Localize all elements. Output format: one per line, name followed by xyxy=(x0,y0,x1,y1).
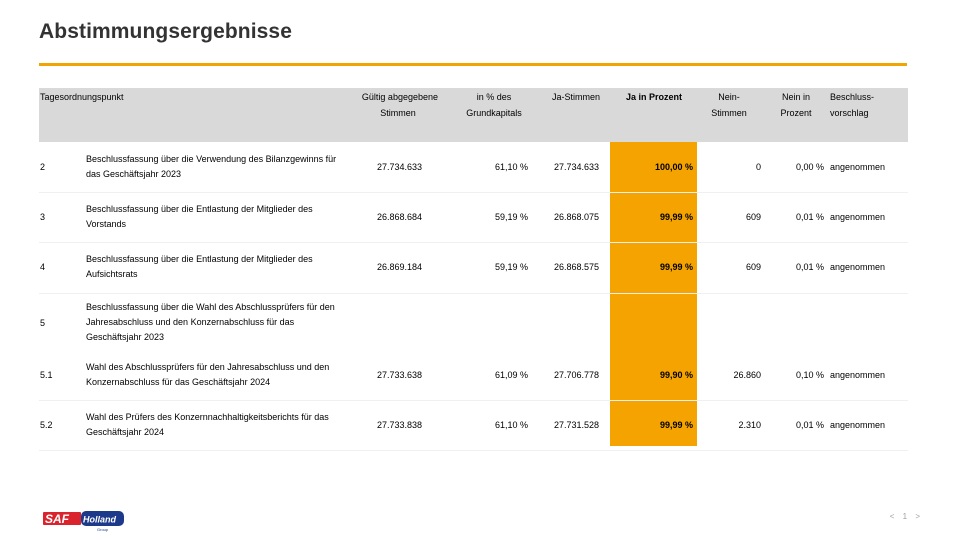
row-no-votes: 26.860 xyxy=(733,370,761,380)
row-no-votes: 609 xyxy=(745,262,761,272)
row-description: Beschlussfassung über die Verwendung des Bilanzgewinns für das Geschäftsjahr 2023 xyxy=(86,154,337,179)
row-yes-votes: 26.868.575 xyxy=(553,262,599,272)
row-description: Beschlussfassung über die Entlastung der Mitglieder des Aufsichtsrats xyxy=(86,254,313,279)
table-header xyxy=(39,88,908,142)
row-yes-votes: 27.731.528 xyxy=(553,420,599,430)
row-percent-capital: 61,09 % xyxy=(494,370,528,380)
header-percent-capital: in % des Grundkapitals xyxy=(466,92,522,118)
previous-page-icon[interactable]: < xyxy=(889,512,898,521)
row-valid-votes: 27.733.638 xyxy=(376,370,422,380)
row-valid-votes: 26.869.184 xyxy=(376,262,422,272)
row-no-percent: 0,01 % xyxy=(795,420,824,430)
page-indicator xyxy=(890,512,923,521)
row-yes-votes: 27.734.633 xyxy=(553,162,599,172)
svg-text:Group: Group xyxy=(97,527,109,532)
row-yes-votes: 27.706.778 xyxy=(553,370,599,380)
saf-holland-logo xyxy=(41,508,125,532)
row-number: 5.2 xyxy=(40,420,53,430)
svg-text:Holland: Holland xyxy=(83,514,116,525)
row-result: angenommen xyxy=(830,370,886,380)
row-yes-percent: 100,00 % xyxy=(654,162,693,172)
header-no-votes: Nein- Stimmen xyxy=(711,92,747,118)
row-yes-percent: 99,99 % xyxy=(659,262,693,272)
table-row xyxy=(39,142,908,193)
row-percent-capital: 59,19 % xyxy=(494,262,528,272)
row-valid-votes: 26.868.684 xyxy=(376,212,422,222)
header-yes-percent: Ja in Prozent xyxy=(625,92,682,102)
row-percent-capital: 61,10 % xyxy=(494,162,528,172)
title-divider xyxy=(39,63,907,66)
row-result: angenommen xyxy=(830,212,886,222)
row-result: angenommen xyxy=(830,162,886,172)
row-description: Wahl des Abschlussprüfers für den Jahresabschluss und den Konzernabschluss für das Geschäftsjahr 2024 xyxy=(86,362,330,387)
page-number: 1 xyxy=(902,512,911,521)
row-percent-capital: 59,19 % xyxy=(494,212,528,222)
row-result: angenommen xyxy=(830,420,886,430)
row-number: 5.1 xyxy=(40,370,53,380)
table-row xyxy=(39,193,908,243)
row-yes-percent: 99,90 % xyxy=(659,370,693,380)
row-no-votes: 0 xyxy=(755,162,761,172)
page-title: Abstimmungsergebnisse xyxy=(39,20,292,43)
row-description: Beschlussfassung über die Entlastung der Mitglieder des Vorstands xyxy=(86,204,313,229)
header-item: Tagesordnungspunkt xyxy=(40,92,124,102)
row-number: 2 xyxy=(40,162,46,172)
row-number: 4 xyxy=(40,262,46,272)
header-proposal: Beschluss- vorschlag xyxy=(830,92,875,118)
header-valid-votes: Gültig abgegebene Stimmen xyxy=(361,92,438,118)
header-no-percent: Nein in Prozent xyxy=(780,92,812,118)
row-number: 5 xyxy=(40,318,46,328)
row-yes-percent: 99,99 % xyxy=(659,420,693,430)
header-yes-votes: Ja-Stimmen xyxy=(551,92,600,102)
row-no-percent: 0,01 % xyxy=(795,212,824,222)
row-number: 3 xyxy=(40,212,46,222)
row-no-votes: 609 xyxy=(745,212,761,222)
table-row xyxy=(39,350,908,401)
row-valid-votes: 27.733.838 xyxy=(376,420,422,430)
row-description: Wahl des Prüfers des Konzernnachhaltigkeitsberichts für das Geschäftsjahr 2024 xyxy=(86,412,329,437)
row-no-percent: 0,10 % xyxy=(795,370,824,380)
table-row xyxy=(39,243,908,294)
row-yes-percent: 99,99 % xyxy=(659,212,693,222)
row-percent-capital: 61,10 % xyxy=(494,420,528,430)
next-page-icon[interactable]: > xyxy=(915,512,923,521)
row-result: angenommen xyxy=(830,262,886,272)
row-no-percent: 0,01 % xyxy=(795,262,824,272)
voting-results-table xyxy=(39,88,908,451)
row-description: Beschlussfassung über die Wahl des Abschlussprüfers für den Jahresabschluss und den Konzernabschluss für das Geschäftsjahr 2023 xyxy=(86,302,335,342)
table-row xyxy=(39,294,908,350)
row-valid-votes: 27.734.633 xyxy=(376,162,422,172)
svg-text:SAF: SAF xyxy=(45,512,69,526)
row-yes-votes: 26.868.075 xyxy=(553,212,599,222)
row-no-votes: 2.310 xyxy=(738,420,761,430)
row-no-percent: 0,00 % xyxy=(795,162,824,172)
table-row xyxy=(39,401,908,451)
